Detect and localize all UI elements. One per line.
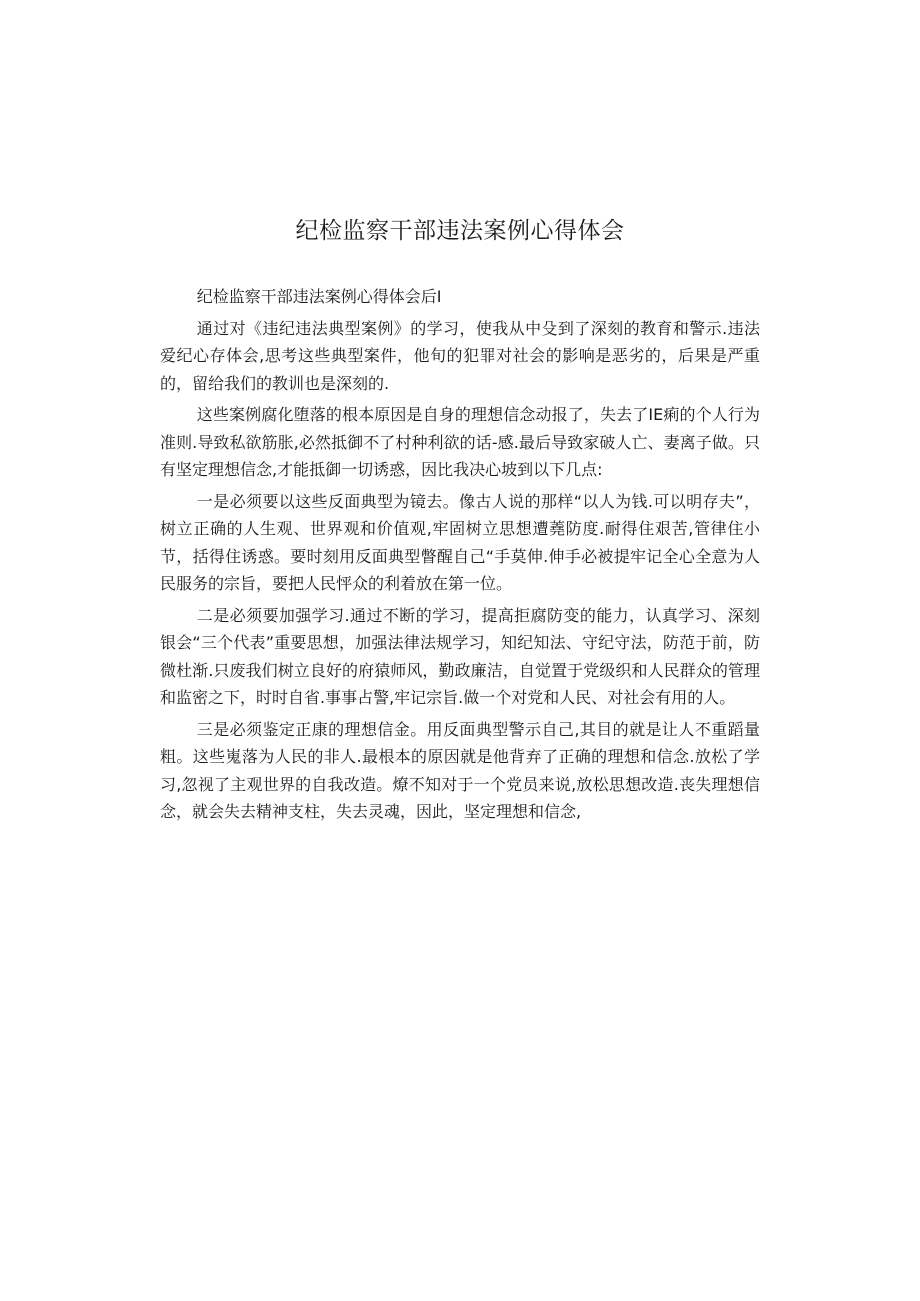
- document-body: [160, 283, 760, 830]
- paragraph-point-two: 二是必须要加强学习.通过不断的学习，提高拒腐防变的能力，认真学习、深刻银会“三个代表”重要思想，加强法律法规学习，知纪知法、守纪守法，防范于前，防微杜渐.只废我们树立良好的府猿师风，勤政廉洁，自觉置于党级织和人民群众的管理和监密之下，时时自省.事事占警,牢记宗旨.做一个对党和人民、对社会有用的人。: [160, 605, 760, 707]
- paragraph-point-three: 三是必须鉴定正康的理想信金。用反面典型警示自己,其目的就是让人不重蹈量粗。这些嵬落为人民的非人.最根本的原因就是他背弃了正确的理想和信念.放松了学习,忽视了主观世界的自我改造。燎不知对于一个党员来说,放松思想改造.丧失理想信念，就会失去精神支柱，失去灵魂，因此，坚定理想和信念,: [160, 719, 760, 821]
- document-subtitle: 纪检监察干部违法案例心得体会后I: [196, 287, 442, 306]
- document-title: 纪检监察干部违法案例心得体会: [295, 218, 625, 244]
- paragraph-point-one: 一是必须要以这些反面典型为镜去。像古人说的那样“以人为钱.可以明存夫”，树立正确的人生观、世界观和价值观,牢固树立思想遭蕘防度.耐得住艰苦,管律住小节，括得住诱惑。要时刻用反面典型瞥醒自己“手莫伸.伸手必被提牢记全心全意为人民服务的宗旨，要把人民怦众的利着放在第一位。: [160, 491, 760, 593]
- paragraph-intro: 通过对《违纪违法典型案例》的学习，使我从中殳到了深刻的教育和警示.违法爱纪心存体会,思考这些典型案件，他旬的犯罪对社会的影响是恶劣的，后果是严重的，留给我们的教训也是深刻的.: [160, 318, 760, 393]
- paragraph-root-cause: 这些案例腐化堕落的根本原因是自身的理想信念动报了，失去了IE痢的个人行为准则.导致私欲筋胀,必然抵御不了村种利欲的话-感.最后导致家破人亡、妻离子做。只有坚定理想信念,才能抵御一切诱惑，因比我决心坡到以下几点:: [160, 405, 760, 479]
